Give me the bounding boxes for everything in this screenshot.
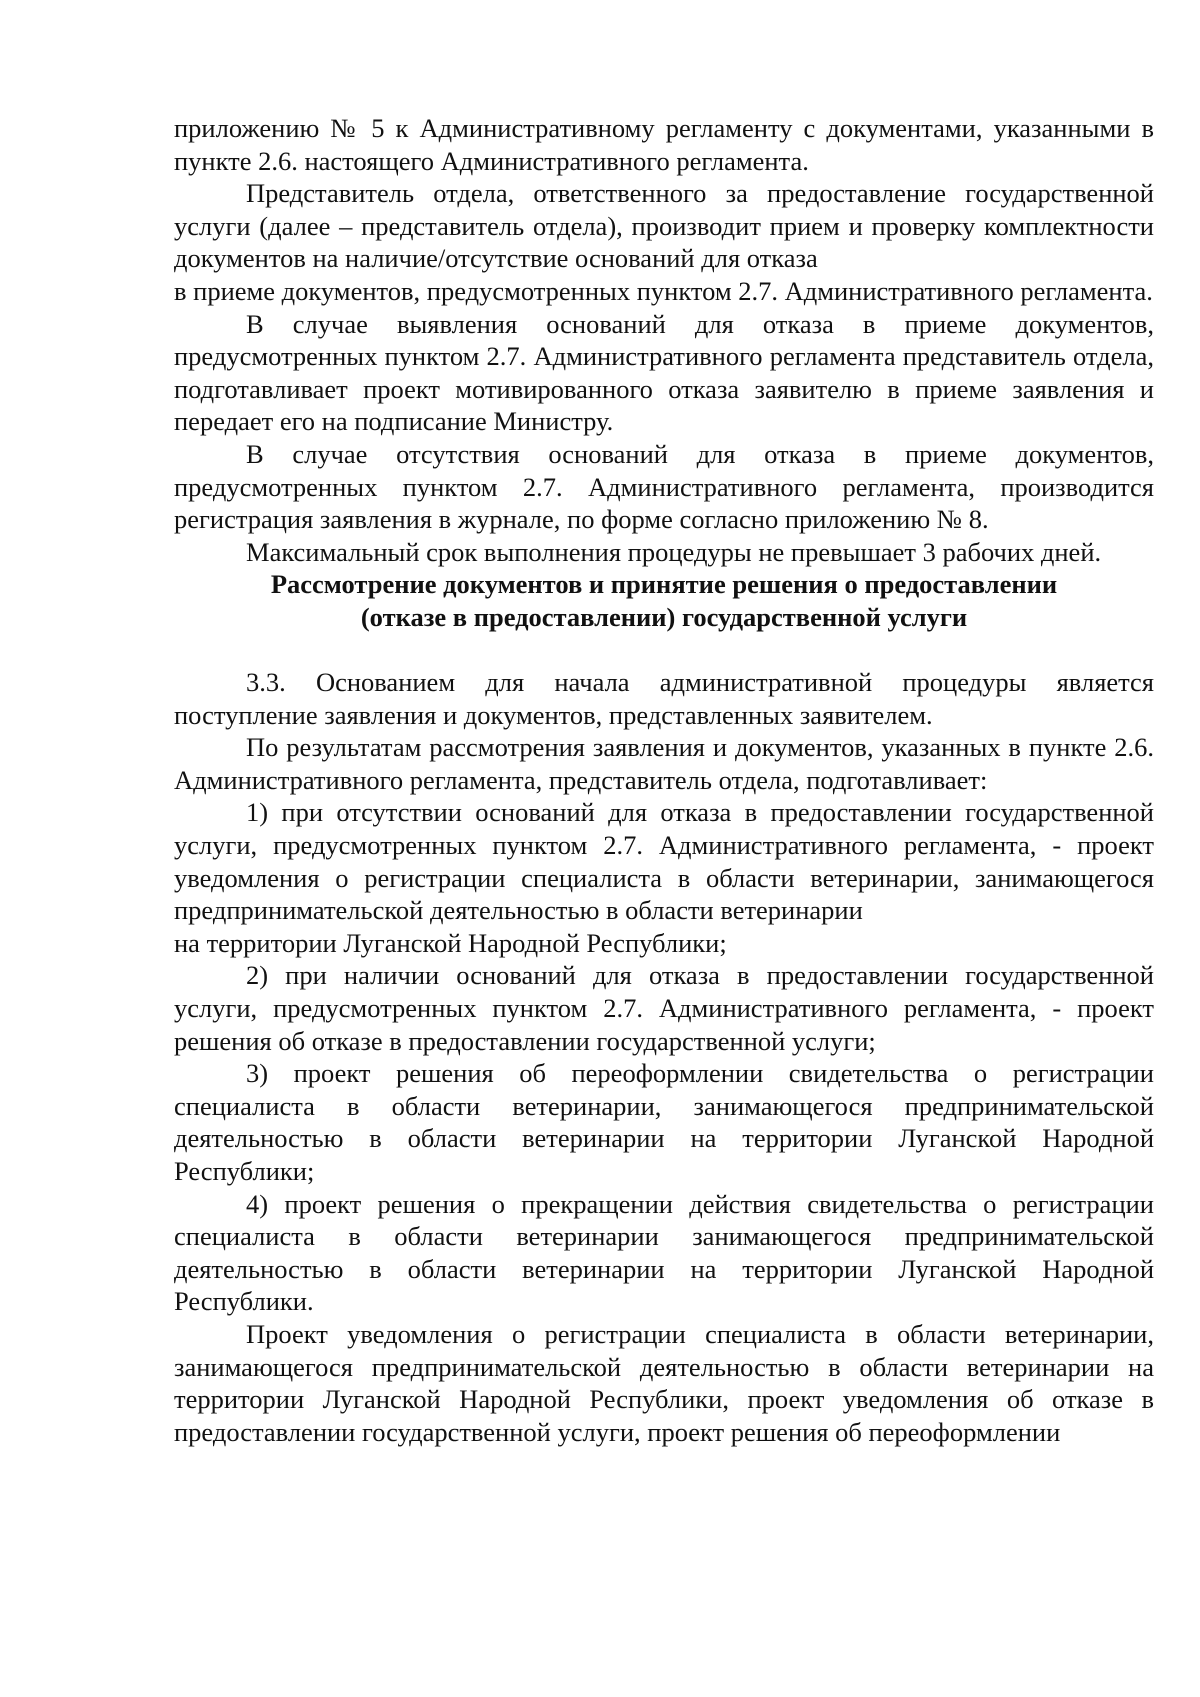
- list-item-3: 3) проект решения об переоформлении свидетельства о регистрации специалиста в области ветеринарии, занимающегося предпринимательской деятельностью в области ветеринарии на территории Луганской Народной Республики;: [174, 1058, 1154, 1186]
- paragraph-results: По результатам рассмотрения заявления и документов, указанных в пункте 2.6. Административного регламента, представитель отдела, подготавливает:: [174, 732, 1154, 795]
- document-page: [174, 112, 1154, 1448]
- paragraph-representative-reception: Представитель отдела, ответственного за предоставление государственной услуги (далее – представитель отдела), производит прием и проверку комплектности документов на наличие/отсутствие оснований для отказа: [174, 178, 1154, 274]
- list-item-1-continuation: на территории Луганской Народной Республики;: [174, 927, 727, 958]
- section-heading-line2: (отказе в предоставлении) государственной услуги: [360, 601, 968, 632]
- list-item-4: 4) проект решения о прекращении действия свидетельства о регистрации специалиста в области ветеринарии занимающегося предпринимательской деятельностью в области ветеринарии на территории Луганской Народной Республики.: [174, 1188, 1154, 1317]
- list-item-1: 1) при отсутствии оснований для отказа в предоставлении государственной услуги, предусмотренных пунктом 2.7. Административного регламента, - проект уведомления о регистрации специалиста в области ветеринарии, занимающегося предпринимательской деятельностью в области ветеринарии: [174, 797, 1154, 926]
- paragraph-3-3: 3.3. Основанием для начала административной процедуры является поступление заявления и документов, представленных заявителем.: [174, 667, 1154, 730]
- paragraph-reception-grounds: в приеме документов, предусмотренных пунктом 2.7. Административного регламента.: [174, 275, 1153, 306]
- paragraph-max-term: Максимальный срок выполнения процедуры не превышает 3 рабочих дней.: [246, 536, 1102, 567]
- spacer: [174, 634, 1154, 667]
- paragraph-registration: В случае отсутствия оснований для отказа в приеме документов, предусмотренных пунктом 2.7. Административного регламента, производится регистрация заявления в журнале, по форме согласно приложению № 8.: [174, 438, 1154, 535]
- paragraph-draft-notices: Проект уведомления о регистрации специалиста в области ветеринарии, занимающегося предпринимательской деятельностью в области ветеринарии на территории Луганской Народной Республики, проект уведомления об отказе в предоставлении государственной услуги, проект решения об переоформлении: [174, 1318, 1154, 1447]
- list-item-2: 2) при наличии оснований для отказа в предоставлении государственной услуги, предусмотренных пунктом 2.7. Административного регламента, - проект решения об отказе в предоставлении государственной услуги;: [174, 960, 1154, 1056]
- paragraph-continuation: приложению № 5 к Административному регламенту с документами, указанными в пункте 2.6. настоящего Административного регламента.: [174, 113, 1154, 176]
- paragraph-refusal-grounds: В случае выявления оснований для отказа в приеме документов, предусмотренных пунктом 2.7. Административного регламента представитель отдела, подготавливает проект мотивированного отказа заявителю в приеме заявления и передает его на подписание Министру.: [174, 308, 1154, 437]
- section-heading-line1: Рассмотрение документов и принятие решения о предоставлении: [270, 569, 1058, 600]
